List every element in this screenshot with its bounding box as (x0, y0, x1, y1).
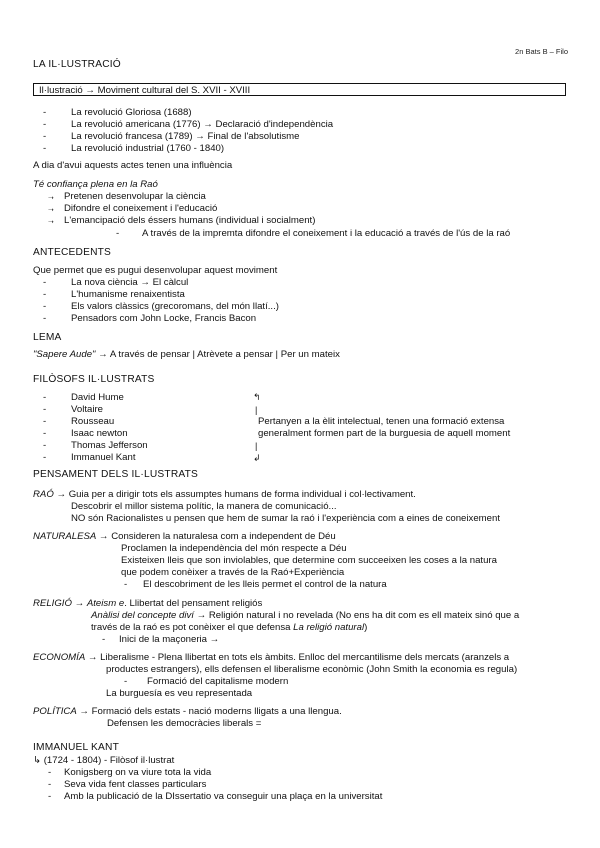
page-title: LA IL·LUSTRACIÓ (33, 59, 121, 70)
religio-line (91, 610, 519, 622)
philosopher-name: - Thomas Jefferson (71, 440, 148, 452)
list-item: - Pensadors com John Locke, Francis Bacon (71, 313, 256, 325)
list-item: Seva vida fent classes particulars (64, 779, 207, 790)
list-item: - La revolució francesa (1789) → Final de l'absolutisme (71, 131, 299, 143)
list-item: - Els valors clàssics (grecoromans, del món llatí...) (71, 301, 279, 313)
naturalesa-label: NATURALESA (33, 531, 97, 542)
economia-text: Formació del capitalisme modern (147, 676, 289, 687)
philosopher-name: - Immanuel Kant (71, 452, 136, 464)
religio-text: . Llibertat del pensament religiós (124, 598, 263, 609)
politica-label: POLÍTICA (33, 706, 77, 717)
list-item: - La revolució Gloriosa (1688) (71, 107, 192, 119)
rao-text: → Guia per a dirigir tots els assumptes humans de forma individual i col·lectivament. (53, 489, 416, 500)
philosophers-note: generalment formen part de la burguesia de aquell moment (258, 428, 511, 439)
arrow-bullet-icon: ➝ (48, 195, 54, 202)
religio-natural-term: La religió natural (293, 622, 365, 633)
philosopher-name: - David Hume (71, 392, 124, 404)
arrow-bullet-icon: ➝ (48, 219, 54, 226)
list-item: - La revolució industrial (1760 - 1840) (71, 143, 224, 155)
arrow-bullet-icon: ➝ (48, 207, 54, 214)
lema-quote: "Sapere Aude" (33, 349, 96, 360)
religio-line (33, 598, 262, 610)
sub-item-dash: - (124, 676, 128, 687)
brace-bar-icon: | (255, 441, 258, 451)
naturalesa-text: Proclamen la independència del món respecte a Déu (121, 543, 347, 554)
economia-text: La burguesía es veu representada (106, 688, 253, 699)
antecedents-heading: ANTECEDENTS (33, 247, 112, 258)
definition-box: Il·lustració → Moviment cultural del S. XVII - XVIII (33, 83, 566, 96)
philosopher-name: - Isaac newton (71, 428, 128, 440)
list-item: Difondre el coneixement i l'educació (64, 203, 218, 214)
sub-item-dash: - (48, 767, 52, 778)
antecedents-intro: Que permet que es pugui desenvolupar aquest moviment (33, 265, 278, 276)
lema-heading: LEMA (33, 332, 62, 343)
brace-bottom-icon: ↲ (253, 453, 261, 463)
lema-meaning: → A través de pensar | Atrèvete a pensar | Per un mateix (95, 349, 340, 360)
sub-item-dash: - (124, 579, 128, 590)
philosophers-note: Pertanyen a la èlit intelectual, tenen una formació extensa (258, 416, 505, 427)
kant-dates: ↳ (1724 - 1804) - Filòsof il·lustrat (33, 755, 175, 766)
influence-text: A dia d'avui aquests actes tenen una influència (33, 160, 233, 171)
religio-text: → Religión natural i no revelada (No ens ha dit com es ell mateix sinó que a (193, 610, 520, 621)
list-item: - La nova ciència → El càlcul (71, 277, 188, 289)
brace-bar-icon: | (255, 405, 258, 415)
brace-top-icon: ↰ (253, 392, 261, 402)
ateisme-term: Ateism e (86, 598, 125, 609)
naturalesa-text: Existeixen lleis que son inviolables, que determine com succeeixen les coses a la natura (121, 555, 497, 566)
rao-line (33, 489, 416, 501)
kant-heading: IMMANUEL KANT (33, 742, 119, 753)
philosopher-name: - Voltaire (71, 404, 103, 416)
religio-label: RELIGIÓ (33, 598, 72, 609)
religio-arrow: → (71, 598, 87, 609)
religio-line (91, 622, 367, 634)
naturalesa-text: El descobriment de les lleis permet el control de la natura (143, 579, 387, 590)
economia-text: → Liberalisme - Plena llibertat en tots els àmbits. Enlloc del mercantilisme dels mercats (aranzels a (85, 652, 510, 663)
politica-line (33, 706, 342, 718)
economia-line (33, 652, 509, 664)
economia-label: ECONOMÍA (33, 652, 86, 663)
sub-item-dash: - (102, 634, 106, 645)
sub-item-dash: - (116, 228, 120, 239)
rao-text: Descobrir el millor sistema polític, la manera de comunicació... (71, 501, 337, 512)
list-item: Pretenen desenvolupar la ciència (64, 191, 206, 202)
list-item: Konigsberg on va viure tota la vida (64, 767, 212, 778)
naturalesa-line (33, 531, 336, 543)
rao-text: NO són Racionalistes u pensen que hem de sumar la raó i l'experiència com a eines de coneixement (71, 513, 500, 524)
religio-text: través de la raó es pot conèixer el que defensa (91, 622, 294, 633)
sub-item-dash: - (48, 791, 52, 802)
sub-list-item: A través de la impremta difondre el coneixement i la educació a través de l'ús de la raó (142, 228, 511, 239)
naturalesa-text: que podem conèixer a través de la Raó+Experiència (121, 567, 345, 578)
rao-label: RAÓ (33, 489, 54, 500)
list-item: - La revolució americana (1776) → Declaració d'independència (71, 119, 333, 131)
religio-text: ) (364, 622, 368, 633)
thought-heading: PENSAMENT DELS IL·LUSTRATS (33, 469, 199, 480)
list-item: Amb la publicació de la DIssertatio va conseguir una plaça en la universitat (64, 791, 383, 802)
politica-text: → Formació dels estats - nació moderns lligats a una llengua. (76, 706, 342, 717)
religio-text: Inici de la maçoneria → (119, 634, 220, 645)
religio-concept: Anàlisi del concepte diví (91, 610, 194, 621)
politica-text: Defensen les democràcies liberals = (107, 718, 262, 729)
header-course-label: 2n Bats B – Filo (515, 47, 568, 56)
list-item: L'emancipació dels éssers humans (individual i socialment) (64, 215, 316, 226)
confidence-heading: Té confiança plena en la Raó (33, 179, 158, 190)
lema-line (33, 349, 340, 361)
philosophers-heading: FILÒSOFS IL·LUSTRATS (33, 374, 155, 385)
sub-item-dash: - (48, 779, 52, 790)
economia-text: productes estrangers), ells defensen el liberalisme econòmic (John Smith la economia es regula) (106, 664, 518, 675)
naturalesa-text: → Consideren la naturalesa com a independent de Déu (96, 531, 336, 542)
philosopher-name: - Rousseau (71, 416, 114, 428)
list-item: - L'humanisme renaixentista (71, 289, 185, 301)
